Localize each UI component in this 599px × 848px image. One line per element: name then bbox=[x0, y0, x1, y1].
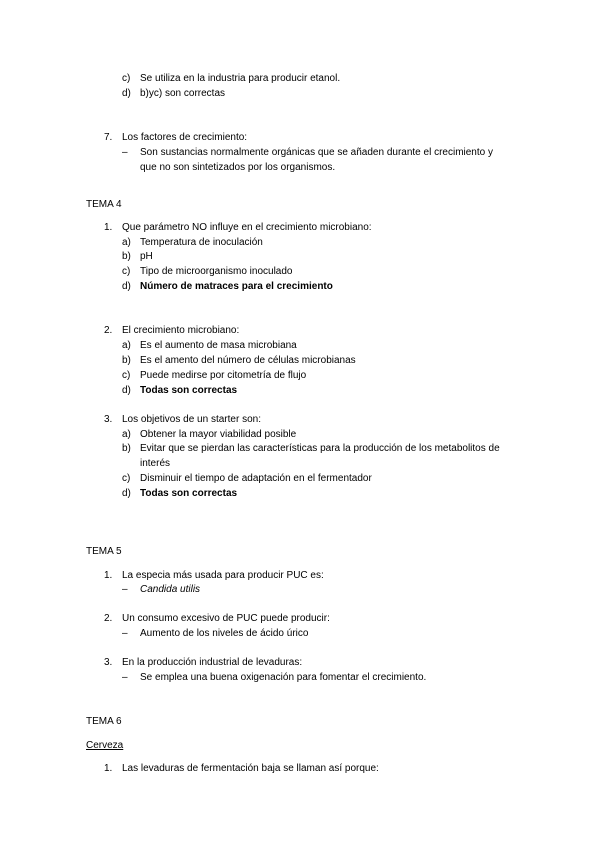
option-marker: d) bbox=[122, 488, 131, 499]
option-text: Es el aumento de masa microbiana bbox=[140, 340, 297, 351]
option-marker: c) bbox=[122, 473, 131, 484]
answer-dash: – bbox=[122, 628, 128, 639]
correct-option-text: Todas son correctas bbox=[140, 488, 238, 499]
question-text: Los factores de crecimiento: bbox=[122, 132, 248, 143]
option-marker: b) bbox=[122, 443, 131, 454]
answer-text: Candida utilis bbox=[140, 584, 201, 595]
correct-option-text: Número de matraces para el crecimiento bbox=[140, 281, 333, 292]
answer-dash: – bbox=[122, 672, 128, 683]
option-marker: b) bbox=[122, 355, 131, 366]
subsection-heading: Cerveza bbox=[86, 740, 124, 751]
option-marker: a) bbox=[122, 237, 131, 248]
answer-text: Son sustancias normalmente orgánicas que se añaden durante el crecimiento y bbox=[140, 147, 493, 158]
option-text: b)yc) son correctas bbox=[140, 88, 226, 99]
option-text: Obtener la mayor viabilidad posible bbox=[140, 429, 297, 440]
question-text: Las levaduras de fermentación baja se llaman así porque: bbox=[122, 763, 379, 774]
option-text: interés bbox=[140, 458, 171, 469]
question-text: La especia más usada para producir PUC es: bbox=[122, 570, 324, 581]
option-marker: d) bbox=[122, 385, 131, 396]
option-marker: a) bbox=[122, 340, 131, 351]
section-heading: TEMA 5 bbox=[86, 546, 122, 557]
option-text: Se utiliza en la industria para producir etanol. bbox=[140, 73, 341, 84]
option-text: pH bbox=[140, 251, 153, 262]
answer-text: Se emplea una buena oxigenación para fomentar el crecimiento. bbox=[140, 672, 427, 683]
option-marker: c) bbox=[122, 266, 131, 277]
option-marker: d) bbox=[122, 88, 131, 99]
question-number: 2. bbox=[104, 613, 113, 624]
option-text: Puede medirse por citometría de flujo bbox=[140, 370, 307, 381]
question-number: 3. bbox=[104, 657, 113, 668]
question-text: En la producción industrial de levaduras: bbox=[122, 657, 303, 668]
answer-text: que no son sintetizados por los organismos. bbox=[140, 162, 336, 173]
answer-dash: – bbox=[122, 147, 128, 158]
question-number: 1. bbox=[104, 763, 113, 774]
option-text: Es el amento del número de células microbianas bbox=[140, 355, 356, 366]
question-text: Que parámetro NO influye en el crecimiento microbiano: bbox=[122, 222, 372, 233]
option-text: Disminuir el tiempo de adaptación en el fermentador bbox=[140, 473, 372, 484]
option-text: Temperatura de inoculación bbox=[140, 237, 263, 248]
section-heading: TEMA 4 bbox=[86, 199, 122, 210]
section-heading: TEMA 6 bbox=[86, 716, 122, 727]
question-number: 2. bbox=[104, 325, 113, 336]
answer-text: Aumento de los niveles de ácido úrico bbox=[140, 628, 309, 639]
option-text: Tipo de microorganismo inoculado bbox=[140, 266, 293, 277]
option-marker: d) bbox=[122, 281, 131, 292]
answer-dash: – bbox=[122, 584, 128, 595]
correct-option-text: Todas son correctas bbox=[140, 385, 238, 396]
option-marker: a) bbox=[122, 429, 131, 440]
question-text: El crecimiento microbiano: bbox=[122, 325, 240, 336]
option-text: Evitar que se pierdan las características para la producción de los metabolitos de bbox=[140, 443, 500, 454]
option-marker: b) bbox=[122, 251, 131, 262]
option-marker: c) bbox=[122, 73, 131, 84]
option-marker: c) bbox=[122, 370, 131, 381]
question-number: 1. bbox=[104, 570, 113, 581]
question-number: 1. bbox=[104, 222, 113, 233]
question-text: Un consumo excesivo de PUC puede producir: bbox=[122, 613, 330, 624]
question-number: 3. bbox=[104, 414, 113, 425]
question-number: 7. bbox=[104, 132, 113, 143]
question-text: Los objetivos de un starter son: bbox=[122, 414, 261, 425]
